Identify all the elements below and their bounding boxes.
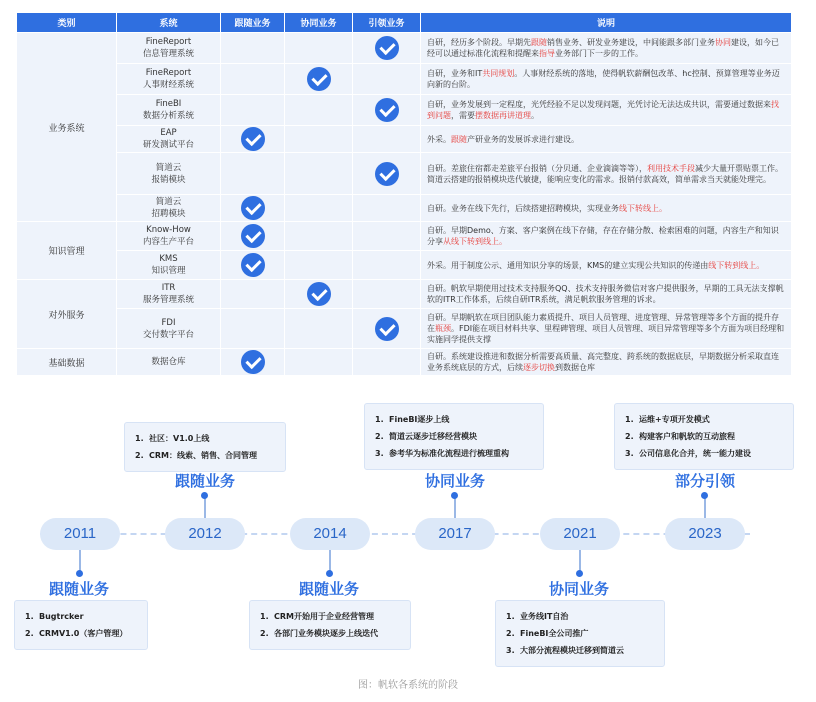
highlight-text: 瓶颈: [435, 324, 451, 333]
system-name: KMS: [159, 254, 178, 264]
lead-cell: [353, 309, 421, 349]
category-cell: 业务系统: [17, 33, 117, 222]
lead-cell: [353, 33, 421, 64]
description-cell: [421, 126, 792, 153]
system-subname: 数据分析系统: [142, 111, 194, 121]
card-2017: [364, 403, 544, 470]
system-cell: [117, 33, 221, 64]
card-2021: [495, 600, 665, 667]
table-row: [17, 222, 792, 251]
check-icon: [241, 127, 265, 151]
year-2011: 2011: [40, 518, 120, 550]
year-2012: 2012: [165, 518, 245, 550]
system-cell: [117, 195, 221, 222]
system-cell: [117, 95, 221, 126]
collaborate-cell: [285, 33, 353, 64]
description-text: 。: [531, 111, 539, 120]
system-name: FineReport: [145, 68, 192, 78]
follow-cell: [221, 309, 285, 349]
description-cell: [421, 95, 792, 126]
lead-cell: [353, 195, 421, 222]
phase-2023: 部分引领: [674, 472, 735, 490]
system-stage-table: [16, 12, 792, 376]
phase-2012: 跟随业务: [174, 472, 235, 490]
lead-cell: [353, 64, 421, 95]
category-cell: 知识管理: [17, 222, 117, 280]
description-cell: [421, 309, 792, 349]
phase-2014: 跟随业务: [298, 580, 359, 598]
description-cell: [421, 349, 792, 376]
follow-cell: [221, 195, 285, 222]
description-text: 自研。业务在线下先行，后续搭建招聘模块，实现业务: [427, 203, 619, 213]
lead-cell: [353, 280, 421, 309]
highlight-text: 线下转线上。: [619, 203, 667, 213]
lead-cell: [353, 222, 421, 251]
table-header-row: [17, 13, 792, 33]
card-item: 2. CRM：线索、销售、合同管理: [135, 451, 257, 460]
system-subname: 报销模块: [151, 174, 186, 185]
check-icon: [307, 67, 331, 91]
table-row: [17, 251, 792, 280]
highlight-text: 线下转到线上。: [708, 260, 765, 270]
dot-2012: [201, 492, 208, 499]
system-subname: 信息管理系统: [142, 49, 194, 59]
description-text: 外采。: [427, 134, 451, 144]
system-name: FDI: [161, 317, 176, 328]
header-system: 系统: [117, 13, 221, 33]
system-name: 简道云: [155, 162, 182, 173]
description-cell: [421, 195, 792, 222]
lead-cell: [353, 153, 421, 195]
table-row: [17, 64, 792, 95]
system-subname: 交付数字平台: [142, 329, 194, 340]
system-name: ITR: [161, 283, 176, 293]
highlight-text: 摆数据再讲道理: [475, 111, 531, 120]
header-collaborate: 协同业务: [285, 13, 353, 33]
description-text: 。人事财经系统的落地，使得帆软薪酬包改革、hc控制、预算管理等业务迈向新的台阶。: [427, 69, 780, 89]
year-2023: 2023: [665, 518, 745, 550]
dot-2011: [76, 570, 83, 577]
description-text: 自研。系统建设推进和数据分析需要高质量、高完整度、跨系统的数据底层，早期数据分析采取直连业务系统底层的方式，后续: [427, 352, 779, 372]
system-name: EAP: [160, 128, 177, 138]
system-cell: [117, 349, 221, 376]
category-cell: 基础数据: [17, 349, 117, 376]
card-2011: [14, 600, 148, 650]
stem-2021: [579, 550, 581, 572]
card-item: 1. 社区：V1.0上线: [135, 434, 210, 443]
highlight-text: 跟随: [531, 38, 547, 47]
card-item: 2. 构建客户和帆软的互动旅程: [625, 432, 735, 441]
follow-cell: [221, 64, 285, 95]
description-text: 产研业务的发展诉求进行建设。: [467, 134, 579, 144]
lead-cell: [353, 251, 421, 280]
lead-cell: [353, 349, 421, 376]
system-name: FineBI: [155, 99, 182, 109]
dot-2023: [701, 492, 708, 499]
highlight-text: 利用技术手段: [647, 163, 695, 173]
description-text: 自研。差旅住宿都走差旅平台报销（分贝通、企业滴滴等等），: [427, 163, 647, 173]
header-category: 类别: [17, 13, 117, 33]
header-lead: 引领业务: [353, 13, 421, 33]
table-row: [17, 280, 792, 309]
description-text: 自研，经历多个阶段。早期先: [427, 38, 531, 47]
header-description: 说明: [421, 13, 792, 33]
system-subname: 人事财经系统: [142, 80, 194, 90]
card-item: 2. FineBI全公司推广: [506, 629, 589, 638]
description-text: 自研，业务和IT: [427, 69, 483, 78]
card-item: 1. Bugtrcker: [25, 612, 84, 621]
lead-cell: [353, 126, 421, 153]
check-icon: [241, 224, 265, 248]
check-icon: [375, 162, 399, 186]
check-icon: [307, 282, 331, 306]
description-text: 建设，如今已经可以通过标准化流程和提醒来: [427, 38, 779, 58]
year-2014: 2014: [290, 518, 370, 550]
system-cell: [117, 222, 221, 251]
phase-2011: 跟随业务: [48, 580, 109, 598]
description-cell: [421, 280, 792, 309]
system-subname: 招聘模块: [151, 209, 186, 219]
collaborate-cell: [285, 64, 353, 95]
system-subname: 知识管理: [151, 266, 186, 276]
table-row: [17, 95, 792, 126]
stem-2014: [329, 550, 331, 572]
collaborate-cell: [285, 280, 353, 309]
card-2023: [614, 403, 794, 470]
dot-2021: [576, 570, 583, 577]
check-icon: [241, 196, 265, 220]
card-item: 1. 运维+专项开发模式: [625, 415, 710, 424]
card-item: 2. 简道云逐步迁移经营模块: [375, 432, 477, 441]
year-2021: 2021: [540, 518, 620, 550]
highlight-text: 跟随: [451, 134, 467, 144]
collaborate-cell: [285, 195, 353, 222]
system-subname: 服务管理系统: [142, 295, 194, 305]
collaborate-cell: [285, 222, 353, 251]
table-row: [17, 349, 792, 376]
dot-2017: [451, 492, 458, 499]
description-text: 减少大量开票贴票工作。简道云搭建的报销模块迭代敏捷，能响应变化的需求。报销付款高效，简单需求当天就能处理完。: [427, 163, 783, 184]
follow-cell: [221, 95, 285, 126]
follow-cell: [221, 251, 285, 280]
description-text: 自研。早期Demo、方案、客户案例在线下存储，存在存储分散、检索困难的问题，内容生产和知识分享: [427, 226, 779, 246]
collaborate-cell: [285, 251, 353, 280]
card-item: 3. 参考华为标准化流程进行梳理重构: [375, 449, 509, 458]
header-follow: 跟随业务: [221, 13, 285, 33]
highlight-text: 指导: [539, 49, 555, 58]
highlight-text: 从线下转到线上。: [443, 237, 507, 246]
card-item: 1. FineBI逐步上线: [375, 415, 450, 424]
system-name: 简道云: [155, 197, 182, 207]
highlight-text: 找到问题: [427, 100, 779, 120]
collaborate-cell: [285, 95, 353, 126]
card-item: 2. CRMV1.0（客户管理）: [25, 629, 128, 638]
table-row: [17, 126, 792, 153]
check-icon: [241, 350, 265, 374]
system-subname: 研发测试平台: [142, 140, 194, 150]
system-cell: [117, 251, 221, 280]
description-text: 自研。帆软早期使用过技术支持服务QQ、技术支持服务微信对客户提供服务，早期的工具无法支撑帆软的ITR工作体系，后续自研ITR系统，满足帆软服务管理的诉求。: [427, 284, 784, 304]
table-row: [17, 309, 792, 349]
phase-2017: 协同业务: [424, 472, 485, 490]
description-cell: [421, 33, 792, 64]
system-cell: [117, 309, 221, 349]
highlight-text: 共同规划: [482, 69, 515, 78]
check-icon: [375, 98, 399, 122]
follow-cell: [221, 153, 285, 195]
table-row: [17, 153, 792, 195]
description-text: 自研，业务发展到一定程度，光凭经验不足以发现问题，光凭讨论无法达成共识，需要通过数据来: [427, 100, 771, 109]
year-2017: 2017: [415, 518, 495, 550]
category-cell: 对外服务: [17, 280, 117, 349]
description-cell: [421, 222, 792, 251]
system-cell: [117, 64, 221, 95]
highlight-text: 逐步切换: [523, 363, 555, 372]
description-cell: [421, 64, 792, 95]
table-row: [17, 195, 792, 222]
description-text: 外采。用于制度公示、通用知识分享的场景，KMS的建立实现公共知识的传递由: [427, 260, 709, 270]
collaborate-cell: [285, 309, 353, 349]
collaborate-cell: [285, 126, 353, 153]
timeline-axis: [40, 533, 750, 535]
figure-caption: 图：帆软各系统的阶段: [358, 680, 458, 691]
dot-2014: [326, 570, 333, 577]
description-text: ，需要: [451, 111, 475, 120]
highlight-text: 协同: [715, 38, 731, 47]
card-item: 3. 公司信息化合并，统一能力建设: [625, 449, 751, 458]
system-name: Know-How: [146, 225, 191, 235]
stem-2023: [704, 496, 706, 518]
collaborate-cell: [285, 153, 353, 195]
follow-cell: [221, 349, 285, 376]
system-cell: [117, 126, 221, 153]
follow-cell: [221, 33, 285, 64]
description-cell: [421, 153, 792, 195]
check-icon: [375, 36, 399, 60]
phase-2021: 协同业务: [548, 580, 609, 598]
collaborate-cell: [285, 349, 353, 376]
card-item: 1. CRM开始用于企业经营管理: [260, 612, 374, 621]
description-text: 到数据仓库: [555, 363, 595, 372]
description-cell: [421, 251, 792, 280]
card-item: 2. 各部门业务模块逐步上线迭代: [260, 629, 378, 638]
description-text: 业务部门下一步的工作。: [555, 49, 643, 58]
stem-2017: [454, 496, 456, 518]
check-icon: [241, 253, 265, 277]
stem-2012: [204, 496, 206, 518]
description-text: 。FDI能在项目材料共享、里程碑管理、项目人员管理、项目异常管理等多个方面为项目经理和实施同学提供支撑: [427, 324, 785, 344]
description-text: 自研。早期帆软在项目团队能力素质提升、项目人员管理、进度管理、异常管理等多个方面的提升存在: [427, 313, 779, 333]
follow-cell: [221, 222, 285, 251]
card-item: 1. 业务线IT自治: [506, 612, 569, 621]
system-cell: [117, 280, 221, 309]
stem-2011: [79, 550, 81, 572]
table-row: [17, 33, 792, 64]
system-cell: [117, 153, 221, 195]
card-2012: [124, 422, 286, 472]
description-text: 销售业务、研发业务建设，中间能跟多部门业务: [547, 38, 715, 47]
lead-cell: [353, 95, 421, 126]
system-name: FineReport: [145, 37, 192, 47]
follow-cell: [221, 280, 285, 309]
system-name: 数据仓库: [151, 357, 186, 367]
check-icon: [375, 317, 399, 341]
card-2014: [249, 600, 411, 650]
card-item: 3. 大部分流程模块迁移到简道云: [506, 646, 624, 655]
follow-cell: [221, 126, 285, 153]
system-subname: 内容生产平台: [142, 237, 194, 247]
